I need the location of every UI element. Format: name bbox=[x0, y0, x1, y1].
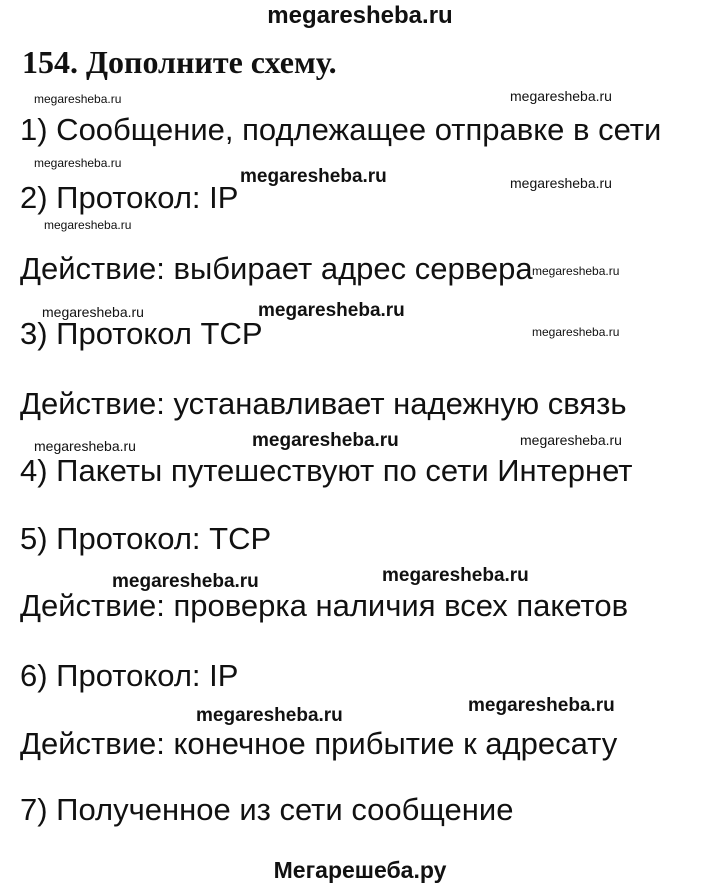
list-item: Действие: проверка наличия всех пакетов bbox=[20, 588, 629, 623]
header-watermark: megaresheba.ru bbox=[267, 2, 453, 29]
watermark: megaresheba.ru bbox=[520, 432, 622, 448]
list-item: 2) Протокол: IP bbox=[20, 180, 239, 215]
list-item: 6) Протокол: IP bbox=[20, 658, 239, 693]
watermark: megaresheba.ru bbox=[44, 218, 132, 232]
watermark: megaresheba.ru bbox=[532, 325, 620, 339]
list-item: Действие: конечное прибытие к адресату bbox=[20, 726, 618, 761]
list-item: 5) Протокол: TCP bbox=[20, 521, 272, 556]
watermark: megaresheba.ru bbox=[196, 705, 343, 726]
watermark: megaresheba.ru bbox=[34, 438, 136, 454]
watermark: megaresheba.ru bbox=[510, 175, 612, 191]
watermark: megaresheba.ru bbox=[112, 571, 259, 592]
watermark: megaresheba.ru bbox=[510, 88, 612, 104]
watermark: megaresheba.ru bbox=[532, 264, 620, 278]
watermark: megaresheba.ru bbox=[240, 166, 387, 187]
list-item: 3) Протокол TCP bbox=[20, 316, 263, 351]
watermark: megaresheba.ru bbox=[34, 156, 122, 170]
watermark: megaresheba.ru bbox=[252, 430, 399, 451]
list-item: 7) Полученное из сети сообщение bbox=[20, 792, 514, 827]
watermark: megaresheba.ru bbox=[34, 92, 122, 106]
watermark: megaresheba.ru bbox=[382, 565, 529, 586]
list-item: Действие: устанавливает надежную связь bbox=[20, 386, 627, 421]
watermark: megaresheba.ru bbox=[42, 304, 144, 320]
list-item: Действие: выбирает адрес сервера bbox=[20, 251, 533, 286]
watermark: megaresheba.ru bbox=[468, 695, 615, 716]
footer-watermark: Мегарешеба.ру bbox=[273, 857, 447, 883]
task-title: 154. Дополните схему. bbox=[22, 44, 337, 80]
list-item: 4) Пакеты путешествуют по сети Интернет bbox=[20, 453, 633, 488]
list-item: 1) Сообщение, подлежащее отправке в сети bbox=[20, 112, 662, 147]
watermark: megaresheba.ru bbox=[258, 300, 405, 321]
